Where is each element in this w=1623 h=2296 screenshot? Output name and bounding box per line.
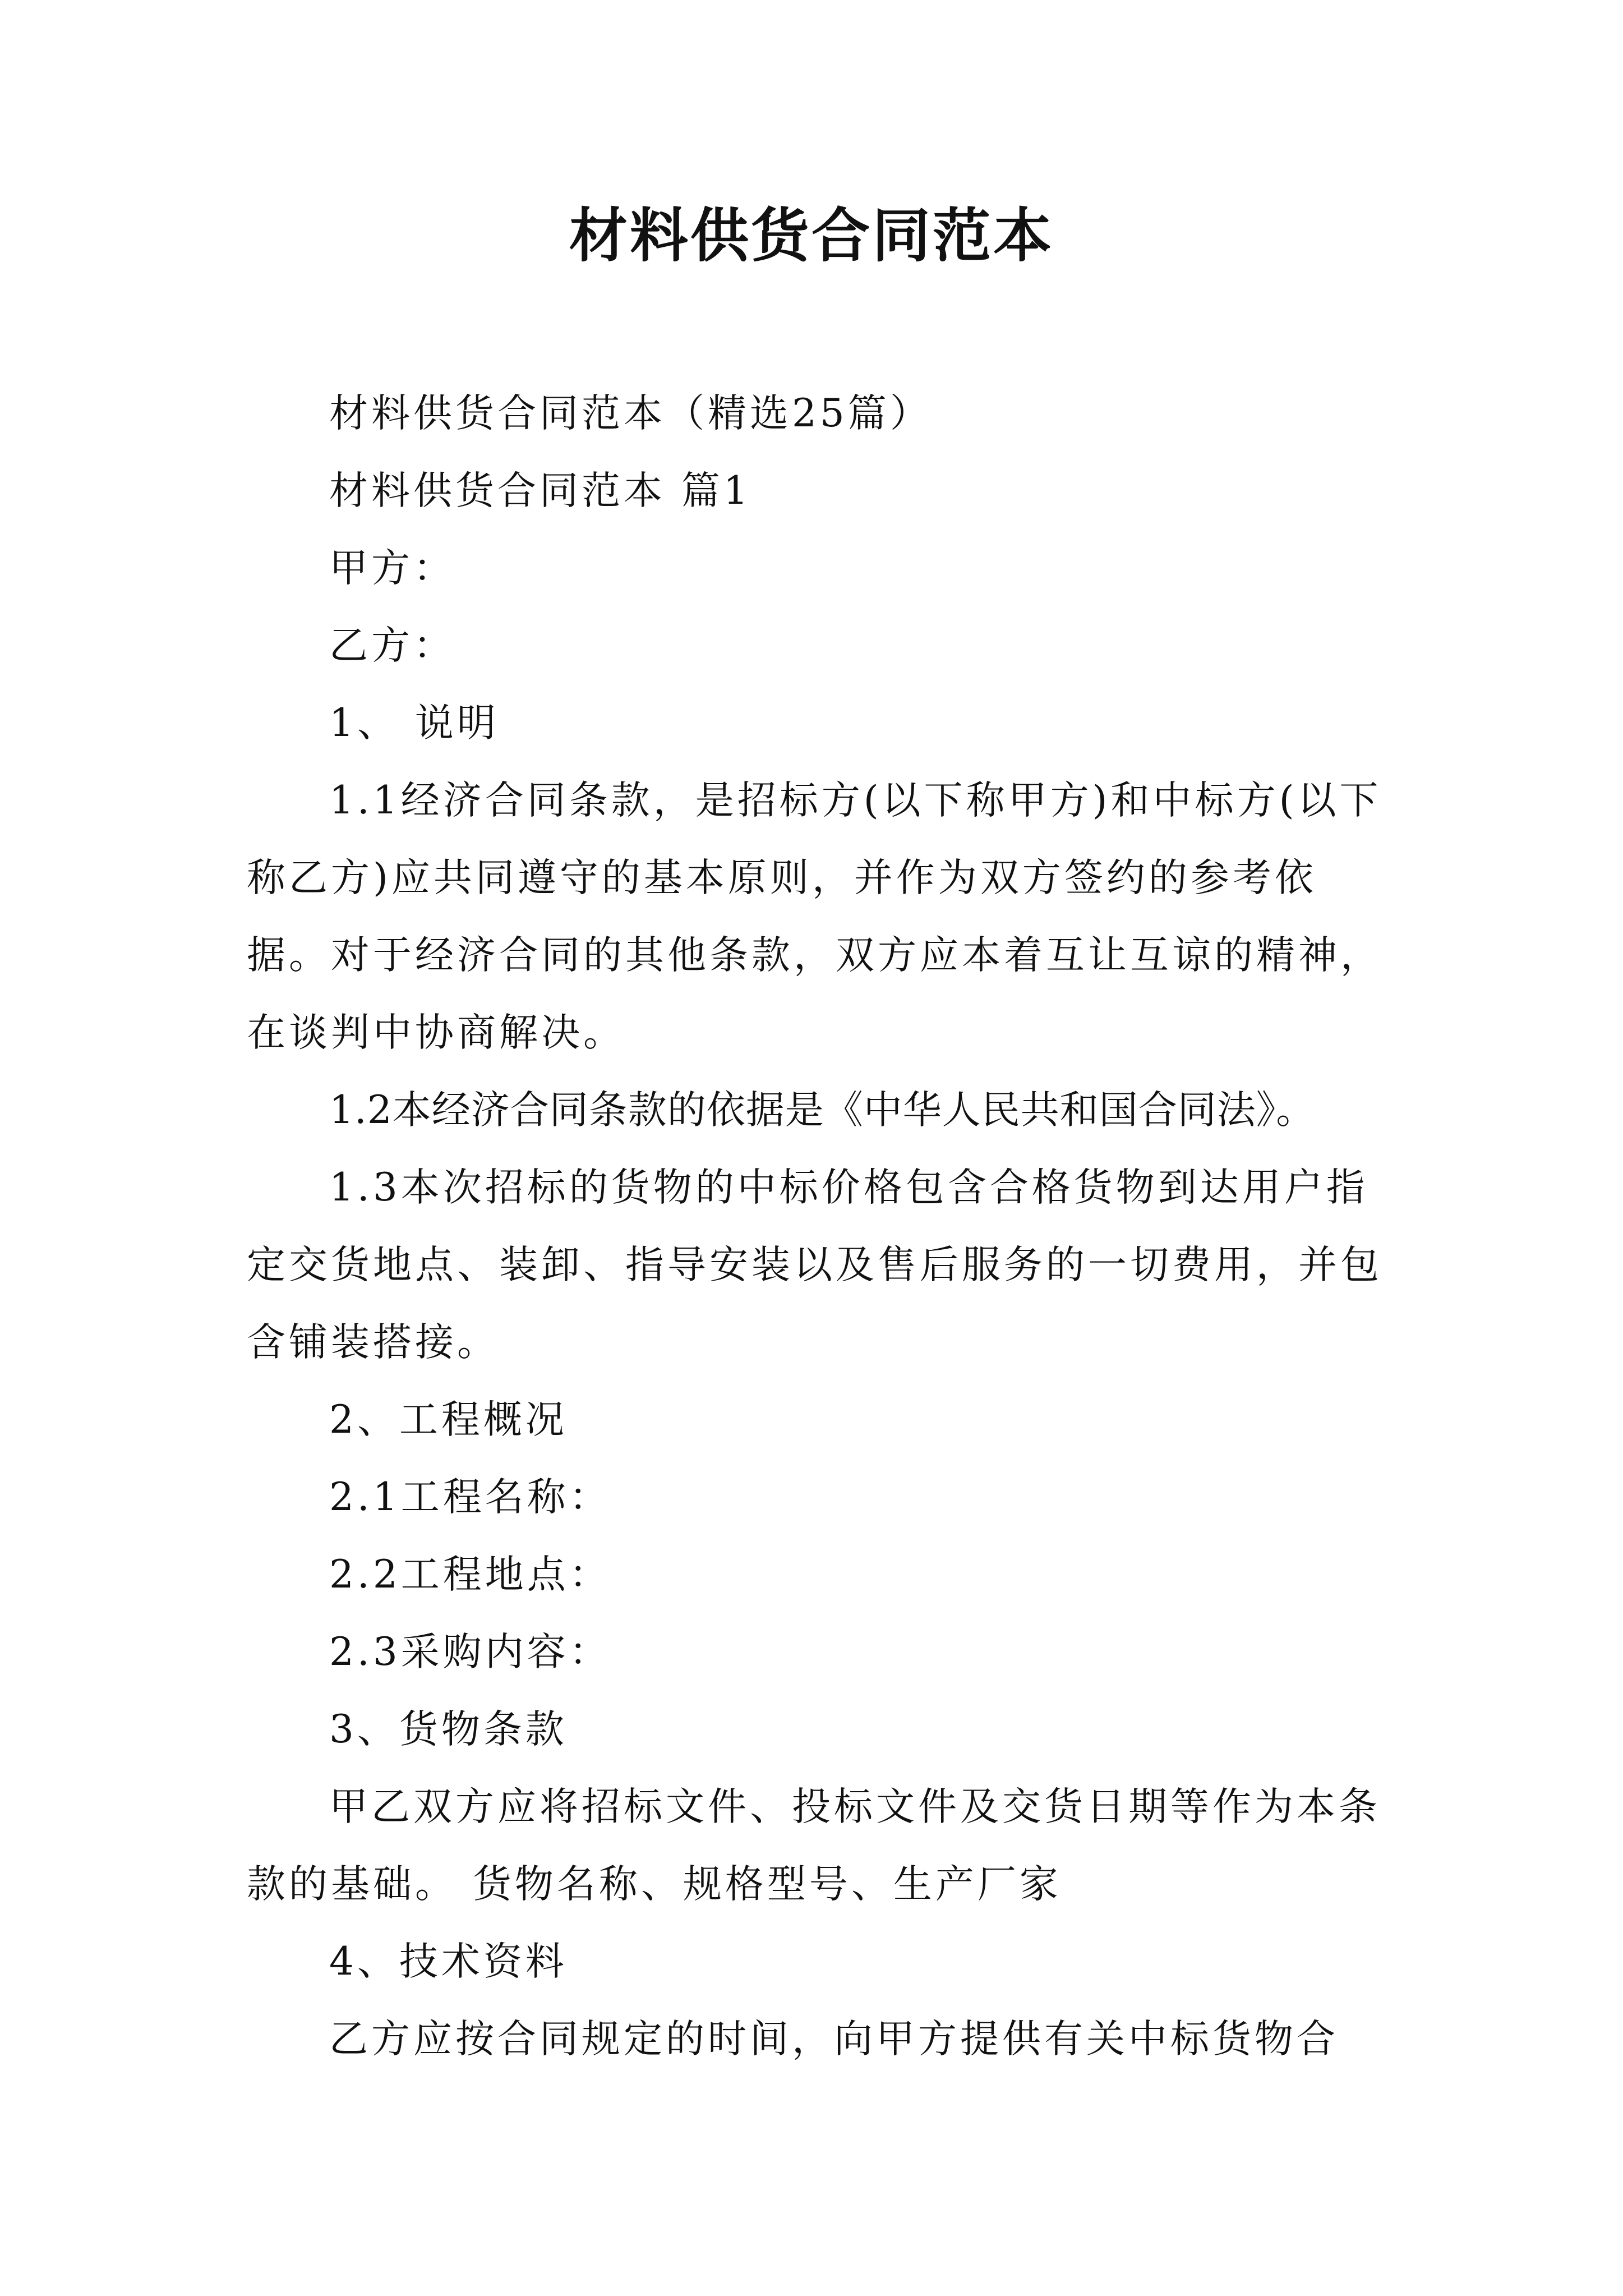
paragraph: 2、工程概况	[329, 1397, 568, 1442]
document-body	[247, 375, 1391, 2078]
paragraph: 4、技术资料	[329, 1939, 568, 1984]
paragraph: 材料供货合同范本 篇1	[329, 468, 751, 513]
paragraph: 材料供货合同范本（精选25篇）	[329, 391, 932, 436]
paragraph: 乙方：	[329, 623, 455, 668]
document-title: 材料供货合同范本	[569, 201, 1054, 270]
paragraph: 甲乙双方应将招标文件、投标文件及交货日期等作为本条款的基础。 货物名称、规格型号、生产厂家	[247, 1784, 1381, 1907]
paragraph: 1.1经济合同条款，是招标方(以下称甲方)和中标方(以下称乙方)应共同遵守的基本原则，并作为双方签约的参考依据。对于经济合同的其他条款，双方应本着互让互谅的精神，在谈判中协商解决。	[247, 778, 1382, 1055]
paragraph: 甲方：	[329, 546, 455, 591]
paragraph: 2.1工程名称：	[329, 1475, 611, 1520]
paragraph: 2.3采购内容：	[329, 1630, 611, 1674]
paragraph: 1.3本次招标的货物的中标价格包含合格货物到达用户指定交货地点、装卸、指导安装以及售后服务的一切费用，并包含铺装搭接。	[247, 1165, 1382, 1365]
paragraph: 1.2本经济合同条款的依据是《中华人民共和国合同法》。	[329, 1088, 1316, 1133]
paragraph: 1、 说明	[329, 701, 499, 746]
paragraph: 3、货物条款	[329, 1707, 568, 1752]
paragraph: 乙方应按合同规定的时间，向甲方提供有关中标货物合	[329, 2017, 1339, 2062]
paragraph: 2.2工程地点：	[329, 1552, 611, 1597]
